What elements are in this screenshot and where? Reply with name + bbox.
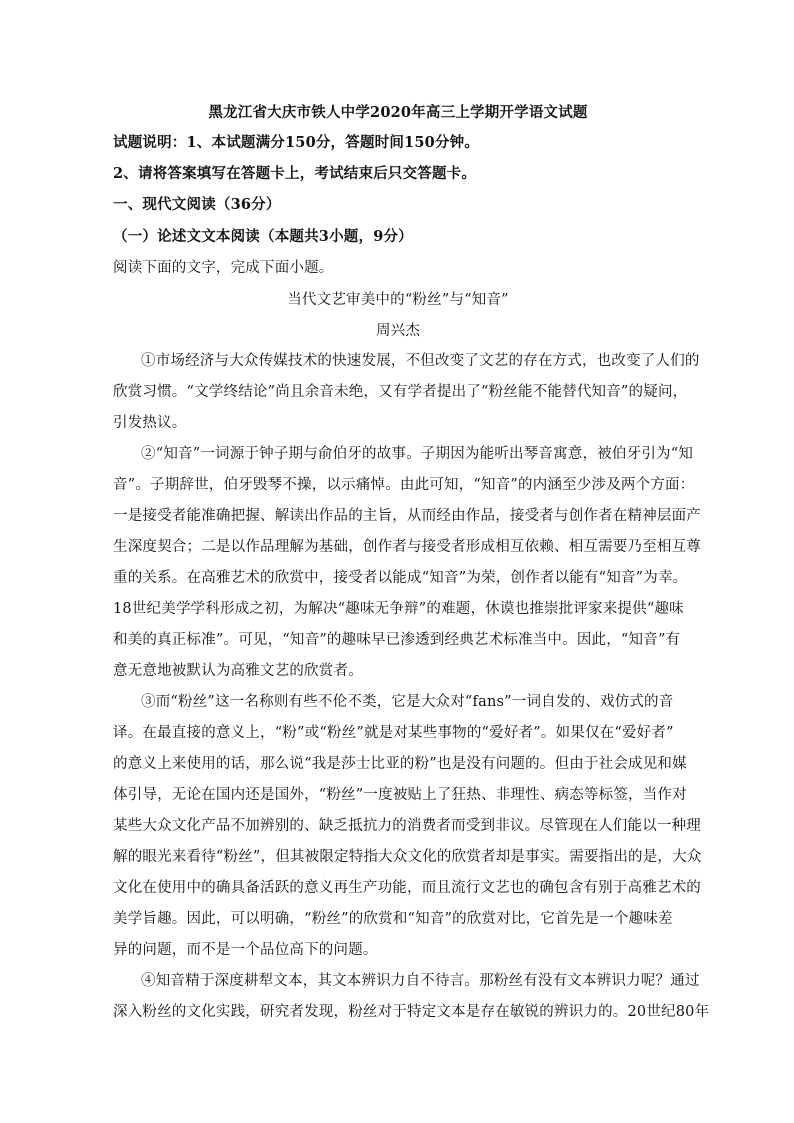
paragraph-line: ①市场经济与大众传媒技术的快速发展，不但改变了文艺的存在方式，也改变了人们的: [141, 353, 700, 369]
paragraph-line: 一是接受者能准确把握、解读出作品的主旨，从而经由作品，接受者与创作者在精神层面产: [113, 508, 701, 524]
paragraph-line: 和美的真正标准”。可见，“知音”的趣味早已渗透到经典艺术标准当中。因此，“知音”有: [113, 632, 681, 648]
article-author: 周兴杰: [375, 323, 421, 339]
reading-prompt: 阅读下面的文字，完成下面小题。: [113, 260, 334, 276]
paragraph-line: 音”。子期辞世，伯牙毁琴不操，以示痛悼。由此可知，“知音”的内涵至少涉及两个方面：: [113, 477, 695, 493]
paragraph-line: 体引导，无论在国内还是国外，“粉丝”一度被贴上了狂热、非理性、病态等标签，当作对: [113, 787, 687, 803]
section-heading: 一、现代文阅读（36分）: [113, 196, 281, 213]
paragraph-line: 引发热议。: [113, 415, 187, 431]
paragraph-line: 生深度契合；二是以作品理解为基础，创作者与接受者形成相互依赖、相互需要乃至相互尊: [113, 539, 701, 555]
instruction-line-1: 试题说明：1、本试题满分150分，答题时间150分钟。: [113, 134, 480, 151]
paragraph-line: 异的问题，而不是一个品位高下的问题。: [113, 942, 378, 958]
paragraph-line: 美学旨趣。因此，可以明确，“粉丝”的欣赏和“知音”的欣赏对比，它首先是一个趣味差: [113, 911, 673, 927]
paragraph-line: 解的眼光来看待“粉丝”，但其被限定特指大众文化的欣赏者却是事实。需要指出的是，大众: [113, 849, 702, 865]
paragraph-line: 某些大众文化产品不加辨别的、缺乏抵抗力的消费者而受到非议。尽管现在人们能以一种理: [113, 818, 701, 834]
paragraph-line: ②“知音”一词源于钟子期与俞伯牙的故事。子期因为能听出琴音寓意，被伯牙引为“知: [141, 446, 694, 462]
paragraph-line: ④知音精于深度耕犁文本，其文本辨识力自不待言。那粉丝有没有文本辨识力呢？通过: [141, 973, 700, 989]
paragraph-line: 译。在最直接的意义上，“粉”或“粉丝”就是对某些事物的“爱好者”。如果仅在“爱好者”: [113, 725, 674, 741]
paragraph-line: 深入粉丝的文化实践，研究者发现，粉丝对于特定文本是存在敏锐的辨识力的。20世纪80年: [113, 1004, 710, 1020]
paragraph-line: 文化在使用中的确具备活跃的意义再生产功能，而且流行文艺也的确包含有别于高雅艺术的: [113, 880, 701, 896]
paragraph-line: 18世纪美学学科形成之初，为解决“趣味无争辩”的难题，休谟也推崇批评家来提供“趣味: [113, 601, 684, 617]
instruction-line-2: 2、请将答案填写在答题卡上，考试结束后只交答题卡。: [113, 165, 477, 182]
article-title: 当代文艺审美中的“粉丝”与“知音”: [287, 292, 509, 308]
paragraph-line: ③而“粉丝”这一名称则有些不伦不类，它是大众对“fans”一词自发的、戏仿式的音: [141, 694, 674, 710]
paragraph-line: 的意义上来使用的话，那么说“我是莎士比亚的粉”也是没有问题的。但由于社会成见和媒: [113, 756, 687, 772]
paragraph-line: 欣赏习惯。“文学终结论”尚且余音未绝，又有学者提出了“粉丝能不能替代知音”的疑问，: [113, 384, 688, 400]
subsection-heading: （一）论述文文本阅读（本题共3小题，9分）: [113, 228, 413, 245]
paragraph-line: 意无意地被默认为高雅文艺的欣赏者。: [113, 663, 363, 679]
paragraph-line: 重的关系。在高雅艺术的欣赏中，接受者以能成“知音”为荣，创作者以能有“知音”为幸。: [113, 570, 688, 586]
exam-title: 黑龙江省大庆市铁人中学2020年高三上学期开学语文试题: [208, 104, 588, 121]
